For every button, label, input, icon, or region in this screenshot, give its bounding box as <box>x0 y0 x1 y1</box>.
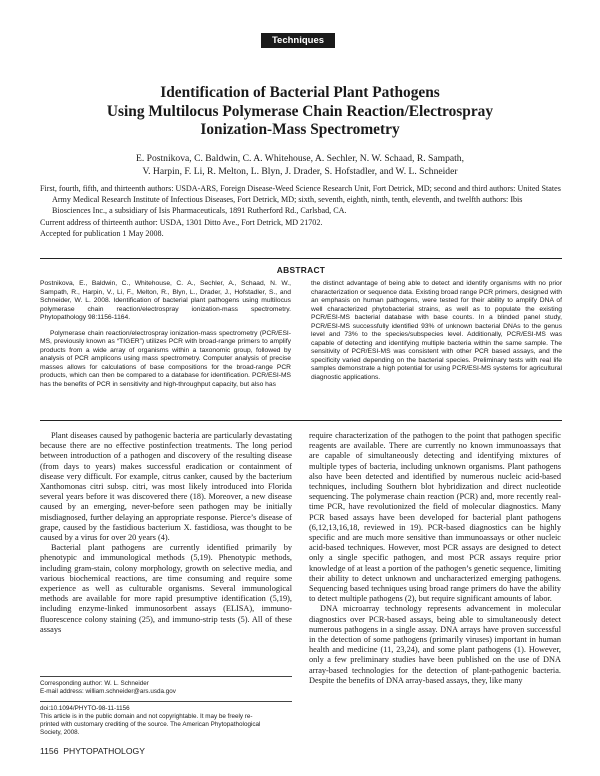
license-line: Society, 2008. <box>40 729 80 736</box>
corresponding-author: Corresponding author: W. L. Schneider <box>40 680 149 687</box>
body-right-column <box>309 431 561 686</box>
license-line: printed with customary crediting of the source. The American Phytopathological <box>40 721 261 728</box>
body-paragraph: Plant diseases caused by pathogenic bacteria are particularly devastating because there are no effective postinfection treatments. The long period between introduction of a pathogen and discovery of the resulting disease (from days to years) makes successful eradication or containment of disease very difficult. For example, citrus canker, caused by the bacterium Xanthomonas citri subsp. citri, was most likely introduced into Florida several years before it was discovered there (18). Moreover, a new disease caused by an emerging, never-before seen pathogen may be initially misdiagnosed, further delaying an appropriate response. Pierce’s disease of grape, caused by the fastidious bacterium X. fastidiosa, was thought to be caused by a virus for over 20 years (4). <box>40 431 292 543</box>
license-line: This article is in the public domain and not copyrightable. It may be freely re- <box>40 713 253 720</box>
section-badge: Techniques <box>261 33 335 48</box>
abstract-heading: ABSTRACT <box>276 265 326 275</box>
title-line: Identification of Bacterial Plant Pathogens <box>160 84 440 101</box>
abstract-right-column <box>311 280 562 382</box>
author-line: E. Postnikova, C. Baldwin, C. A. Whitehouse, A. Sechler, N. W. Schaad, R. Sampath, <box>135 153 464 164</box>
current-address: Current address of thirteenth author: USDA, 1301 Ditto Ave., Fort Detrick, MD 21702. <box>40 217 323 227</box>
abstract-paragraph: Polymerase chain reaction/electrospray ionization-mass spectrometry (PCR/ESI-MS, previously known as “TIGER”) utilizes PCR with broad-range primers to amplify products from a wide array of organisms within a taxonomic group, followed by analysis of PCR amplicons using mass spectrometry. Computer analysis of precise masses allows for calculations of base compositions for the broad-range PCR products, which can then be compared to a database for identification. PCR/ESI-MS has the benefits of PCR in sensitivity and high-throughput capacity, but also has <box>40 329 291 388</box>
footnote-rule <box>40 701 292 702</box>
article-title <box>60 84 540 140</box>
abstract-bottom-rule <box>40 420 562 421</box>
title-line: Ionization-Mass Spectrometry <box>200 121 400 138</box>
abstract-left-column <box>40 280 291 389</box>
body-left-column <box>40 431 292 635</box>
author-line: V. Harpin, F. Li, R. Melton, L. Blyn, J. Drader, S. Hofstadler, and W. L. Schneider <box>142 166 458 177</box>
abstract-paragraph: the distinct advantage of being able to detect and identify organisms with no prior characterization or sequence data. Existing broad range PCR primers, designed with an emphasis on human pathogens, were tested for their ability to amplify DNA of well characterized phytobacterial strains, as well as to populate the existing PCR/ESI-MS bacterial database with base counts. In a blinded panel study, PCR/ESI-MS successfully identified 93% of unknown bacterial DNAs to the genus level and 73% to the species/subspecies level. Additionally, PCR/ESI-MS was capable of detecting and identifying multiple bacteria within the same sample. The sensitivity of PCR/ESI-MS was consistent with other PCR based assays, and the specificity varied depending on the bacterial species. Preliminary tests with real life samples demonstrate a high potential for using PCR/ESI-MS systems for agricultural diagnostic applications. <box>311 280 562 381</box>
doi: doi:10.1094/PHYTO-98-11-1156 <box>40 705 130 712</box>
email-address: E-mail address: william.schneider@ars.usda.gov <box>40 688 176 695</box>
author-list <box>60 152 540 178</box>
body-paragraph: DNA microarray technology represents advancement in molecular diagnostics over PCR-based assays, being able to simultaneously detect numerous pathogens in a single assay. DNA arrays have proven successful in the detection of some pathogens (primarily viruses) important in human health and medicine (11, 23,24), and some plant pathogens (1). However, only a few preliminary studies have been published on the use of DNA array-based technologies for the detection of plant-pathogenic bacteria. Despite the benefits of DNA array-based assays, they, like many <box>309 604 561 685</box>
title-line: Using Multilocus Polymerase Chain Reaction/Electrospray <box>106 102 494 120</box>
page-number: 1156 <box>40 746 59 756</box>
body-paragraph: Bacterial plant pathogens are currently identified primarily by phenotypic and immunological methods (5,19). Phenotypic methods, including gram-stain, colony morphology, growth on selective media, and various biochemical reactions, are time consuming and require some experience as well as culturable organisms. Several immunological methods are available for more rapid presumptive identification (5,19), including enzyme-linked immunosorbent assays (ELISA), immuno-fluorescence colony staining (25), and immuno-strip tests (5). All of these assays <box>40 543 292 634</box>
affiliations <box>40 183 562 239</box>
accepted-date: Accepted for publication 1 May 2008. <box>40 228 164 238</box>
corresponding-footnote <box>40 680 292 696</box>
page-footer <box>40 746 145 756</box>
license-footnote <box>40 705 292 737</box>
abstract-top-rule <box>40 258 562 259</box>
body-paragraph: require characterization of the pathogen to the point that pathogen specific reagents are available. There are currently no known immunoassays that are capable of simultaneously detecting and identifying mixtures of multiple types of bacteria, including unknown organisms. Plant pathogens also have been detected and identified by numerous nucleic acid-based techniques, including Southern blot hybridization and direct nucleotide sequencing. The polymerase chain reaction (PCR) and, more recently real-time PCR, have revolutionized the field of molecular diagnostics. Many PCR based assays have been developed for bacterial plant pathogens (6,12,13,16,18, reviewed in 19). PCR-based diagnostics can be highly specific and are much more sensitive than immunoassays or other nucleic acid-based techniques. However, most PCR assays are designed to detect only a single specific pathogen, and most PCR assays require prior knowledge of at least a portion of the pathogen’s genetic sequence, limiting their ability to detect unknown and uncharacterized emerging pathogens. Sequencing based techniques using broad range primers do have the ability to detect multiple pathogens (2), but require significant amounts of labor. <box>309 431 561 604</box>
affiliation-main: First, fourth, fifth, and thirteenth authors: USDA-ARS, Foreign Disease-Weed Science Research Unit, Fort Detrick, MD; second and third authors: United States Army Medical Research Institute of Infectious Diseases, Fort Detrick, MD; sixth, seventh, eighth, ninth, tenth, eleventh, and twelfth authors: Ibis Biosciences Inc., a subsidiary of Isis Pharmaceuticals, 1891 Rutherford Rd., Carlsbad, CA. <box>40 184 561 216</box>
abstract-citation: Postnikova, E., Baldwin, C., Whitehouse, C. A., Sechler, A., Schaad, N. W., Sampath, R., Harpin, V., Li, F., Melton, R., Blyn, L., Drader, J., Hofstadler, S., and Schneider, W. L. 2008. Identification of bacterial plant pathogens using multilocus polymerase chain reaction/electrospray ionization-mass spectrometry. Phytopathology 98:1156-1164. <box>40 280 291 321</box>
journal-name: PHYTOPATHOLOGY <box>63 746 145 756</box>
footnote-rule <box>40 676 292 677</box>
